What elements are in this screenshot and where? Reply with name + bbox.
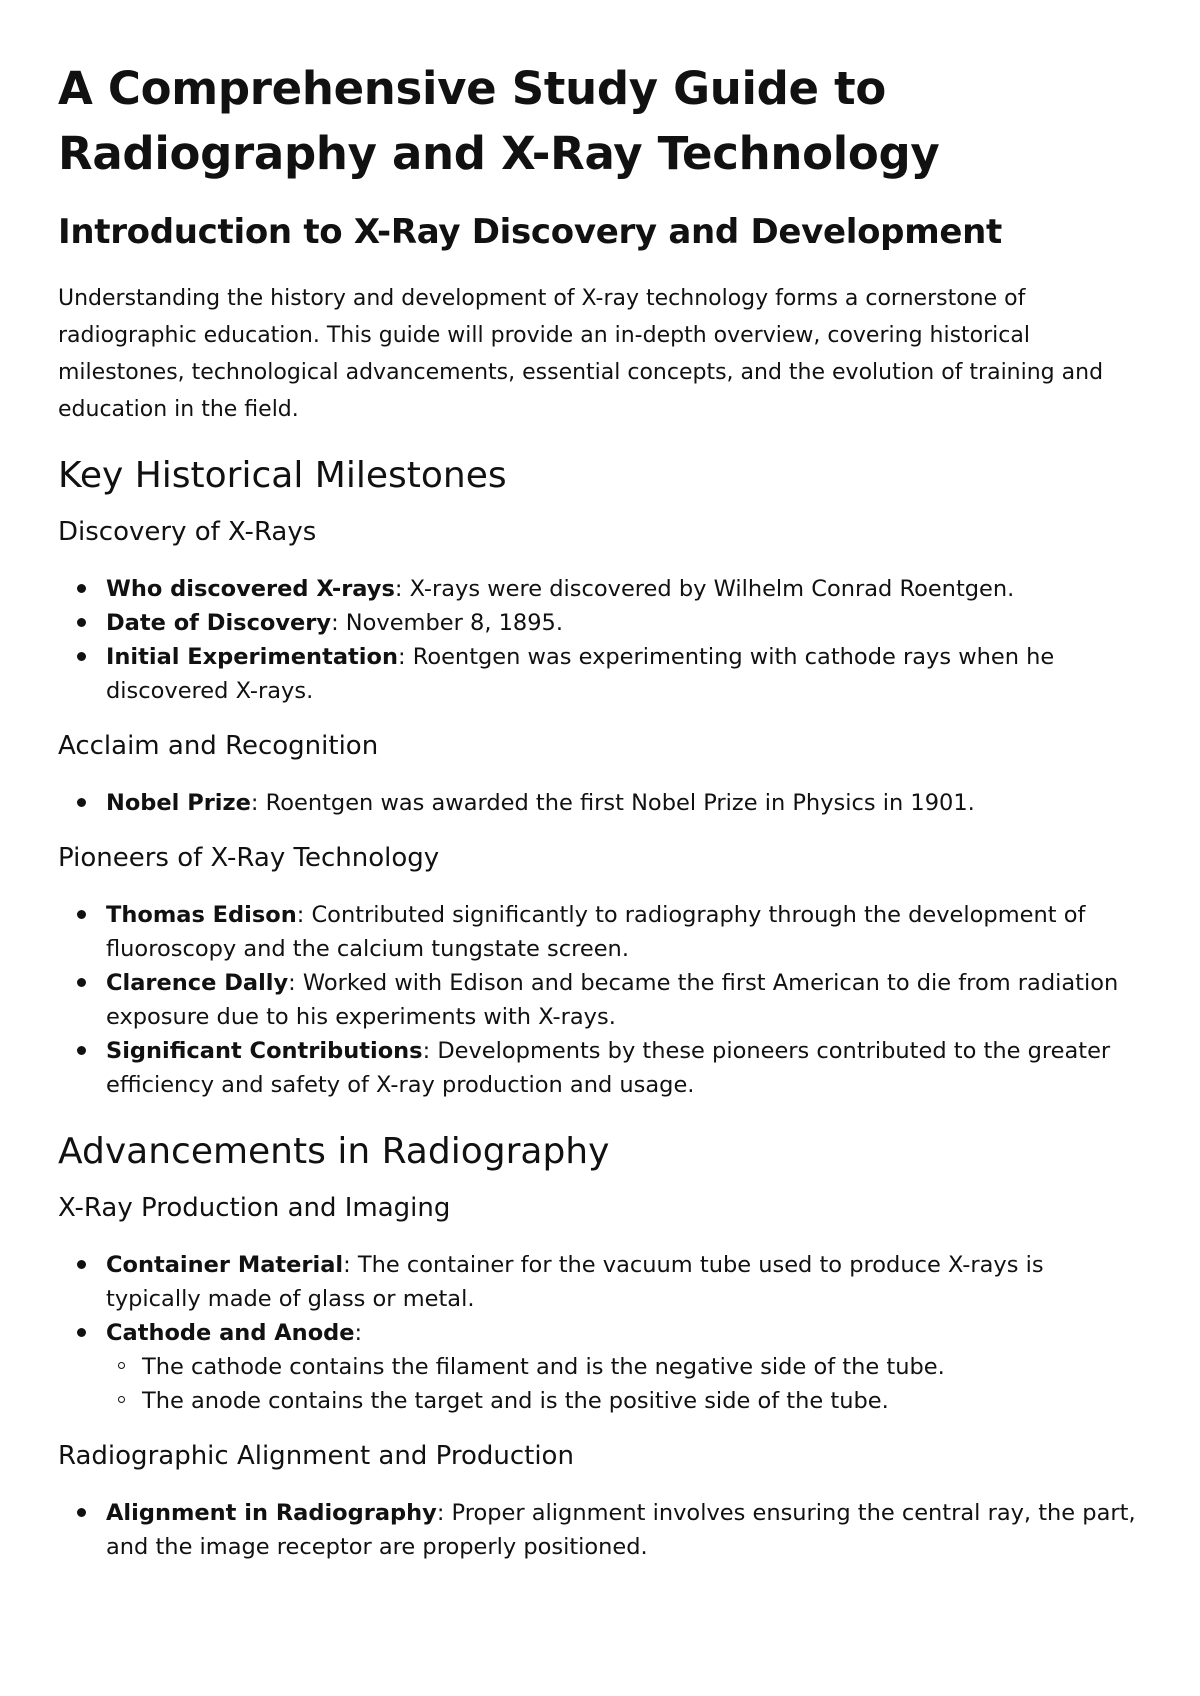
list-item: Clarence Dally: Worked with Edison and became the first American to die from radiation exposure due to his experiments with X-rays. [58, 966, 1142, 1034]
list-item: Significant Contributions: Developments by these pioneers contributed to the greater efficiency and safety of X-ray production and usage. [58, 1034, 1142, 1102]
section-heading-advancements: Advancements in Radiography [58, 1131, 610, 1172]
list-item: Who discovered X-rays: X-rays were discovered by Wilhelm Conrad Roentgen. [58, 572, 1142, 606]
intro-heading: Introduction to X-Ray Discovery and Development [58, 212, 1002, 252]
list-item-term: Clarence Dally [106, 970, 289, 996]
list-item-text: Developments by these pioneers contributed to the greater efficiency and safety of X-ray production and usage. [106, 1038, 1111, 1098]
bullet-list-acclaim [58, 786, 1142, 820]
list-item: Initial Experimentation: Roentgen was experimenting with cathode rays when he discovered X-rays. [58, 640, 1142, 708]
list-item-text: X-rays were discovered by Wilhelm Conrad Roentgen. [409, 576, 1015, 602]
sub-list-item: The anode contains the target and is the positive side of the tube. [106, 1384, 1142, 1418]
list-item-text: Roentgen was awarded the first Nobel Prize in Physics in 1901. [265, 790, 975, 816]
list-item: Container Material: The container for the vacuum tube used to produce X-rays is typically made of glass or metal. [58, 1248, 1142, 1316]
list-item-term: Who discovered X-rays [106, 576, 395, 602]
subsection-heading-alignment: Radiographic Alignment and Production [58, 1441, 574, 1471]
sub-list-item: The cathode contains the filament and is the negative side of the tube. [106, 1350, 1142, 1384]
list-item-term: Date of Discovery [106, 610, 332, 636]
list-item-text: Roentgen was experimenting with cathode rays when he discovered X-rays. [106, 644, 1055, 704]
list-item-text: The container for the vacuum tube used to produce X-rays is typically made of glass or metal. [106, 1252, 1044, 1312]
bullet-list-production [58, 1248, 1142, 1418]
list-item: Date of Discovery: November 8, 1895. [58, 606, 1142, 640]
list-item: Nobel Prize: Roentgen was awarded the first Nobel Prize in Physics in 1901. [58, 786, 1142, 820]
list-item-text: Contributed significantly to radiography through the development of fluoroscopy and the calcium tungstate screen. [106, 902, 1086, 962]
list-item: Thomas Edison: Contributed significantly to radiography through the development of fluoroscopy and the calcium tungstate screen. [58, 898, 1142, 966]
subsection-heading-production: X-Ray Production and Imaging [58, 1193, 451, 1223]
list-item-term: Thomas Edison [106, 902, 297, 928]
list-item-text: November 8, 1895. [345, 610, 564, 636]
list-item-term: Alignment in Radiography [106, 1500, 437, 1526]
list-item: Alignment in Radiography: Proper alignment involves ensuring the central ray, the part, and the image receptor are properly positioned. [58, 1496, 1142, 1564]
subsection-heading-acclaim: Acclaim and Recognition [58, 731, 379, 761]
section-heading-milestones: Key Historical Milestones [58, 455, 507, 496]
bullet-list-alignment [58, 1496, 1142, 1564]
list-item-term: Container Material [106, 1252, 344, 1278]
list-item: Cathode and Anode: The cathode contains the filament and is the negative side of the tube. The anode contains the target and is the positive side of the tube. [58, 1316, 1142, 1418]
list-item-text: Worked with Edison and became the first American to die from radiation exposure due to his experiments with X-rays. [106, 970, 1119, 1030]
subsection-heading-pioneers: Pioneers of X-Ray Technology [58, 843, 440, 873]
bullet-list-pioneers [58, 898, 1142, 1102]
intro-paragraph: Understanding the history and development of X-ray technology forms a cornerstone of radiographic education. This guide will provide an in-depth overview, covering historical milestones, technological advancements, essential concepts, and the evolution of training and education in the field. [58, 286, 1104, 422]
sub-list [106, 1350, 1142, 1418]
subsection-heading-discovery: Discovery of X-Rays [58, 517, 317, 547]
list-item-term: Initial Experimentation [106, 644, 398, 670]
list-item-term: Cathode and Anode [106, 1320, 355, 1346]
list-item-term: Significant Contributions [106, 1038, 423, 1064]
list-item-term: Nobel Prize [106, 790, 251, 816]
bullet-list-discovery [58, 572, 1142, 708]
document-title: A Comprehensive Study Guide to Radiography and X-Ray Technology [58, 62, 940, 180]
list-item-text: Proper alignment involves ensuring the central ray, the part, and the image receptor are properly positioned. [106, 1500, 1136, 1560]
